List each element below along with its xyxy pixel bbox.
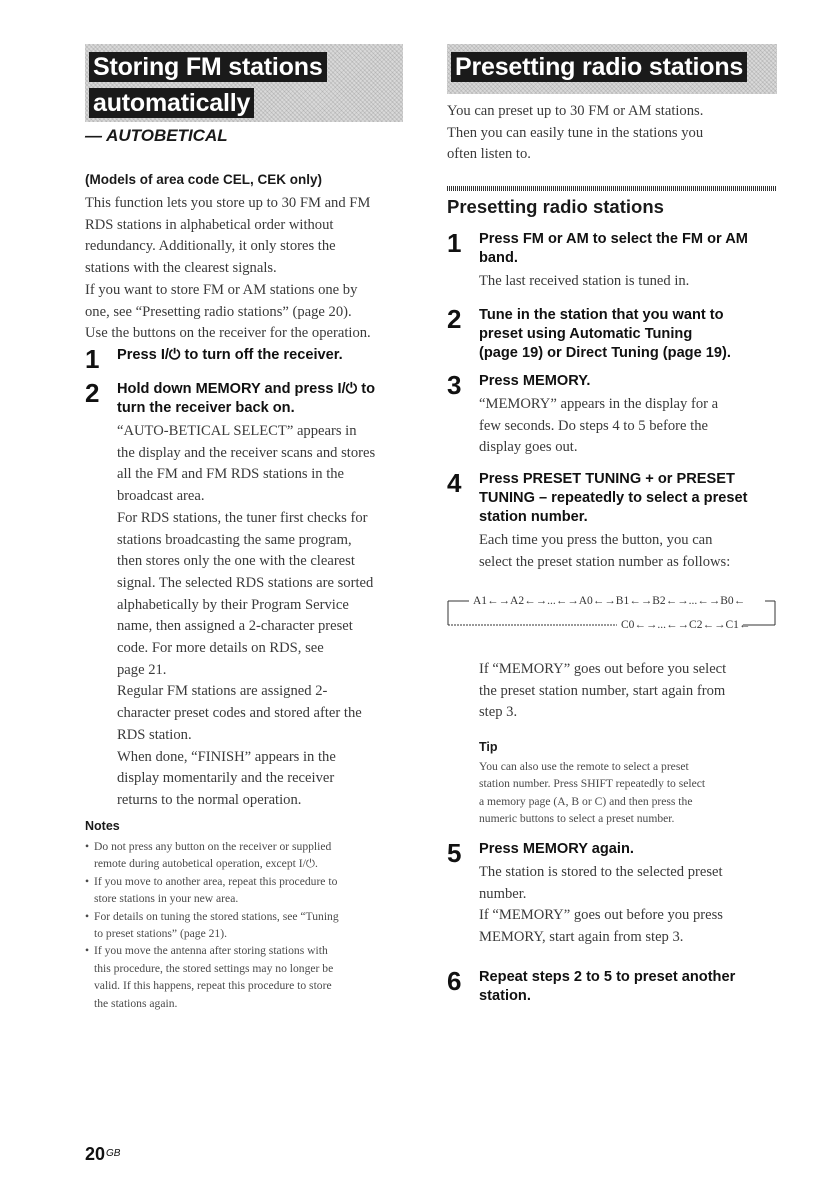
desc-line: then stores only the one with the clearest: [117, 553, 355, 570]
step-heading: [479, 230, 777, 268]
step-number: 1: [85, 344, 100, 374]
desc-line: code. For more details on RDS, see: [117, 640, 324, 657]
step-heading-line: turn the receiver back on.: [117, 400, 295, 416]
body-line: the preset station number, start again from: [479, 682, 726, 699]
step-heading-line: Press FM or AM to select the FM or AM: [479, 231, 748, 247]
step-description: [479, 394, 777, 459]
desc-line: broadcast area.: [117, 488, 205, 505]
models-note: (Models of area code CEL, CEK only): [85, 172, 323, 187]
desc-line: Regular FM stations are assigned 2-: [117, 683, 328, 700]
desc-line: character preset codes and stored after the: [117, 705, 362, 722]
note-item: [85, 873, 395, 908]
note-line: valid. If this happens, repeat this procedure to store: [94, 979, 332, 993]
note-line: • Do not press any button on the receiver or supplied: [94, 840, 332, 853]
body-line: step 3.: [479, 704, 518, 721]
step-2: [447, 306, 777, 363]
note-line: • If you move to another area, repeat this procedure to: [94, 874, 338, 888]
step-5: [447, 840, 777, 949]
step-heading: [479, 968, 777, 1006]
desc-line: display goes out.: [479, 439, 578, 456]
subtitle: — AUTOBETICAL: [85, 126, 228, 145]
tip-line: You can also use the remote to select a preset: [479, 760, 689, 773]
desc-line: alphabetically by their Program Service: [117, 596, 349, 613]
desc-line: select the preset station number as follows:: [479, 553, 731, 570]
section-divider: [447, 186, 777, 191]
step-number: 4: [447, 468, 462, 498]
intro-line: stations with the clearest signals.: [85, 260, 277, 277]
sequence-bottom-row: C0←→...←→C2←→C1←: [621, 619, 751, 631]
step-heading: [117, 346, 403, 365]
step-heading-line: Press MEMORY.: [479, 373, 591, 389]
desc-line: returns to the normal operation.: [117, 791, 302, 808]
desc-line: the display and the receiver scans and stores: [117, 444, 376, 461]
step-heading-line: Press I/⏻ to turn off the receiver.: [117, 347, 343, 363]
step-description: [479, 530, 777, 573]
desc-line: MEMORY, start again from step 3.: [479, 929, 684, 946]
step-heading-line: Tune in the station that you want to: [479, 307, 724, 323]
tip-heading: Tip: [479, 740, 498, 754]
step-heading: [479, 306, 777, 363]
page-title-line-2: automatically: [89, 88, 254, 118]
note-line: store stations in your new area.: [94, 892, 239, 906]
step-heading: [479, 470, 777, 527]
step-4: [447, 470, 777, 573]
step-heading-line: station number.: [479, 509, 588, 525]
note-line: the stations again.: [94, 996, 178, 1010]
step-description: [479, 862, 777, 949]
note-item: [85, 908, 395, 943]
intro-line: RDS stations in alphabetical order without: [85, 216, 334, 233]
section-title: Presetting radio stations: [447, 196, 664, 217]
note-line: remote during autobetical operation, except I/⏻.: [94, 857, 318, 871]
step-number: 3: [447, 370, 462, 400]
tip-text: [479, 758, 777, 828]
step-heading-line: preset using Automatic Tuning: [479, 326, 693, 342]
desc-line: For RDS stations, the tuner first checks for: [117, 509, 368, 526]
step-heading: [479, 372, 777, 391]
step-heading-line: station.: [479, 988, 531, 1004]
step-6: [447, 968, 777, 1006]
step-number: 6: [447, 966, 462, 996]
notes-list: [85, 838, 395, 1012]
step-heading-line: Hold down MEMORY and press I/⏻ to: [117, 381, 376, 397]
desc-line: Each time you press the button, you can: [479, 532, 713, 548]
note-item: [85, 838, 395, 873]
preset-sequence-diagram: [447, 592, 777, 636]
step-1: [85, 344, 403, 374]
note-item: [85, 942, 395, 1012]
page-number-suffix: GB: [106, 1148, 121, 1159]
note-line: • For details on tuning the stored stations, see “Tuning: [94, 909, 339, 923]
right-banner-title: Presetting radio stations: [451, 52, 747, 82]
note-line: this procedure, the stored settings may no longer be: [94, 961, 334, 975]
intro-line: redundancy. Additionally, it only stores the: [85, 238, 336, 255]
step-heading-line: TUNING – repeatedly to select a preset: [479, 490, 748, 506]
tip-line: station number. Press SHIFT repeatedly to select: [479, 777, 706, 791]
step-number: 1: [447, 228, 462, 258]
desc-line: When done, “FINISH” appears in the: [117, 748, 336, 765]
intro-line: This function lets you store up to 30 FM and FM: [85, 195, 371, 211]
desc-line: page 21.: [117, 661, 167, 678]
step-2: [85, 380, 403, 812]
desc-line: If “MEMORY” goes out before you press: [479, 907, 723, 924]
step-heading-line: Repeat steps 2 to 5 to preset another: [479, 969, 736, 985]
step-number: 2: [85, 378, 100, 408]
tip-line: a memory page (A, B or C) and then press the: [479, 794, 693, 808]
desc-line: all the FM and FM RDS stations in the: [117, 466, 345, 483]
tip-line: numeric buttons to select a preset number.: [479, 812, 675, 826]
intro-line: You can preset up to 30 FM or AM stations.: [447, 103, 704, 119]
step-heading-line: Press MEMORY again.: [479, 841, 634, 857]
intro-line: Then you can easily tune in the stations you: [447, 124, 704, 141]
step-heading: [479, 840, 777, 859]
desc-line: “AUTO-BETICAL SELECT” appears in: [117, 423, 357, 439]
desc-line: “MEMORY” appears in the display for a: [479, 396, 719, 412]
desc-line: The last received station is tuned in.: [479, 273, 690, 289]
desc-line: number.: [479, 885, 527, 902]
step-heading-line: band.: [479, 250, 518, 266]
note-line: • If you move the antenna after storing stations with: [94, 944, 328, 958]
note-line: to preset stations” (page 21).: [94, 927, 227, 941]
step-heading-line: Press PRESET TUNING + or PRESET: [479, 471, 735, 487]
body-line: If “MEMORY” goes out before you select: [479, 661, 727, 677]
step-3: [447, 372, 777, 459]
intro-line: often listen to.: [447, 146, 531, 163]
step-description: [117, 421, 403, 812]
step-description: [479, 271, 777, 293]
step-heading-line: (page 19) or Direct Tuning (page 19).: [479, 345, 731, 361]
desc-line: few seconds. Do steps 4 to 5 before the: [479, 417, 708, 434]
right-intro: [447, 101, 777, 166]
page-number-value: 20: [85, 1144, 106, 1164]
desc-line: name, then assigned a 2-character preset: [117, 618, 353, 635]
step-number: 5: [447, 838, 462, 868]
intro-line: If you want to store FM or AM stations one by: [85, 281, 358, 298]
after-sequence-text: [479, 659, 777, 724]
intro-line: Use the buttons on the receiver for the operation.: [85, 325, 371, 342]
sequence-top-row: A1←→A2←→...←→A0←→B1←→B2←→...←→B0←: [473, 595, 746, 607]
desc-line: stations broadcasting the same program,: [117, 531, 352, 548]
step-1: [447, 230, 777, 293]
desc-line: RDS station.: [117, 726, 192, 743]
step-heading: [117, 380, 403, 418]
intro-line: one, see “Presetting radio stations” (page 20).: [85, 303, 352, 320]
page-title-line-1: Storing FM stations: [89, 52, 327, 82]
desc-line: The station is stored to the selected preset: [479, 864, 723, 880]
intro-paragraph: [85, 193, 403, 345]
desc-line: display momentarily and the receiver: [117, 770, 335, 787]
notes-heading: Notes: [85, 819, 120, 833]
step-number: 2: [447, 304, 462, 334]
page-number: [85, 1144, 120, 1164]
desc-line: signal. The selected RDS stations are sorted: [117, 574, 374, 591]
